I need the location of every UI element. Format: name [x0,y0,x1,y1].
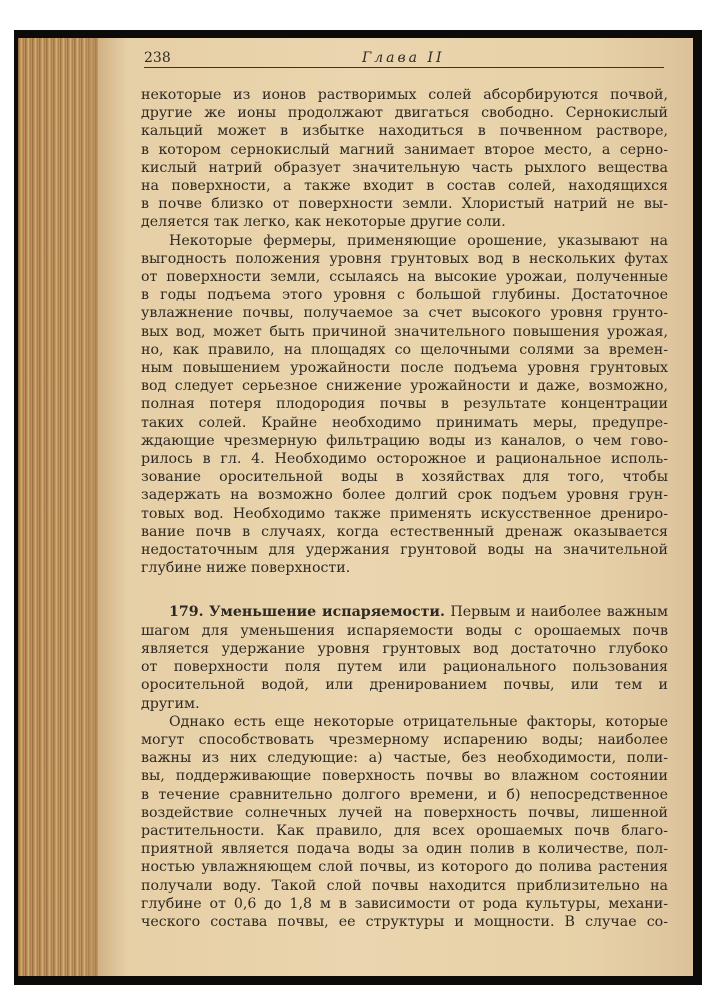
text-line: задержать на возможно более долгий срок подъем уровня грун- [141,487,668,504]
section-179-paragraph [141,603,668,712]
text-line: является удержание уровня грунтовых вод достаточно глубоко [141,640,668,657]
text-line: воздействие солнечных лучей на поверхность почвы, лишенной [141,804,668,821]
section-gap [141,577,668,603]
text-line: растительности. Как правило, для всех орошаемых почв благо- [141,822,668,839]
header-rule [144,67,664,68]
text-line: глубине от 0,6 до 1,8 м в зависимости от рода культуры, механи- [141,895,668,912]
text-line: полная потеря плодородия почвы в результате концентрации [141,396,668,413]
text-line: недостаточным для удержания грунтовой воды на значительной [141,542,668,559]
text-line: ждающие чрезмерную фильтрацию воды из каналов, о чем гово- [141,432,668,449]
text-line: вы, поддерживающие поверхность почвы во влажном состоянии [141,768,668,785]
text-line: важны из них следующие: а) частые, без необходимости, поли- [141,750,668,767]
text-line: ческого состава почвы, ее структуры и мощности. В случае со- [141,913,668,930]
text-line: в котором сернокислый магний занимает второе место, а серно- [141,141,668,158]
section-number: 179. [169,604,204,621]
page-number: 238 [144,50,171,66]
chapter-title: Глава II [362,50,445,66]
binding-shadow [88,38,128,976]
text-line: товых вод. Необходимо также применять искусственное дрениро- [141,505,668,522]
text-line: зование оросительной воды в хозяйствах для того, чтобы [141,469,668,486]
text-line: но, как правило, на площадях со щелочными солями за времен- [141,341,668,358]
text-line: ностью увлажняющем слой почвы, из которого до полива растения [141,859,668,876]
text-line: от поверхности поля путем или рационального пользования [141,659,668,676]
text-line: кальций может в избытке находиться в почвенном растворе, [141,123,668,140]
text-line: от поверхности земли, ссылаясь на высокие урожаи, полученные [141,269,668,286]
text-line: в почве близко от поверхности земли. Хлористый натрий не вы- [141,196,668,213]
text-line: вод следует серьезное снижение урожайности и даже, возможно, [141,378,668,395]
body-text [141,86,668,931]
paragraph-1 [141,86,668,232]
text-line: Некоторые фермеры, применяющие орошение, указывают на [169,232,668,249]
text-line: некоторые из ионов растворимых солей абсорбируются почвой, [141,87,668,103]
text-line: рилось в гл. 4. Необходимо осторожное и рациональное исполь- [141,451,668,468]
text-line: оросительной водой, или дренированием почвы, или тем и [141,677,668,694]
text-line: вание почв в случаях, когда естественный дренаж оказывается [141,523,668,540]
text-line: в течение сравнительно долгого времени, и б) непосредственное [141,786,668,803]
text-line: получали воду. Такой слой почвы находится приблизительно на [141,877,668,894]
text-line: другие же ионы продолжают двигаться свободно. Сернокислый [141,105,668,122]
text-line: могут способствовать чрезмерному испарению воды; наиболее [141,731,668,748]
text-line: глубине ниже поверхности. [141,560,351,577]
section-title: Уменьшение испаряемости. [209,604,445,621]
text-line: ным повышением урожайности после подъема уровня грунтовых [141,360,668,377]
text-line: в годы подъема этого уровня с большой глубины. Достаточное [141,287,668,304]
text-line: деляется так легко, как некоторые другие соли. [141,214,506,231]
section-first-line-text: Первым и наиболее важным [450,604,668,621]
paragraph-2 [141,232,668,578]
text-line: Однако есть еще некоторые отрицательные факторы, которые [169,713,668,730]
text-line: вых вод, может быть причиной значительного повышения урожая, [141,323,668,340]
text-line: шагом для уменьшения испаряемости воды с орошаемых почв [141,622,668,639]
text-line: выгодность положения уровня грунтовых вод в нескольких футах [141,250,668,267]
section-heading-line [141,603,668,621]
paragraph-4 [141,713,668,931]
text-line: увлажнение почвы, получаемое за счет высокого уровня грунто- [141,305,668,322]
page-binding-edge [18,38,98,976]
text-line: другим. [141,695,200,712]
text-line: кислый натрий образует значительную часть рыхлого вещества [141,159,668,176]
text-line: таких солей. Крайне необходимо принимать меры, предупре- [141,414,668,431]
text-line: на поверхности, а также входит в состав солей, находящихся [141,178,668,195]
text-line: приятной является подача воды за один полив в количестве, пол- [141,841,668,858]
